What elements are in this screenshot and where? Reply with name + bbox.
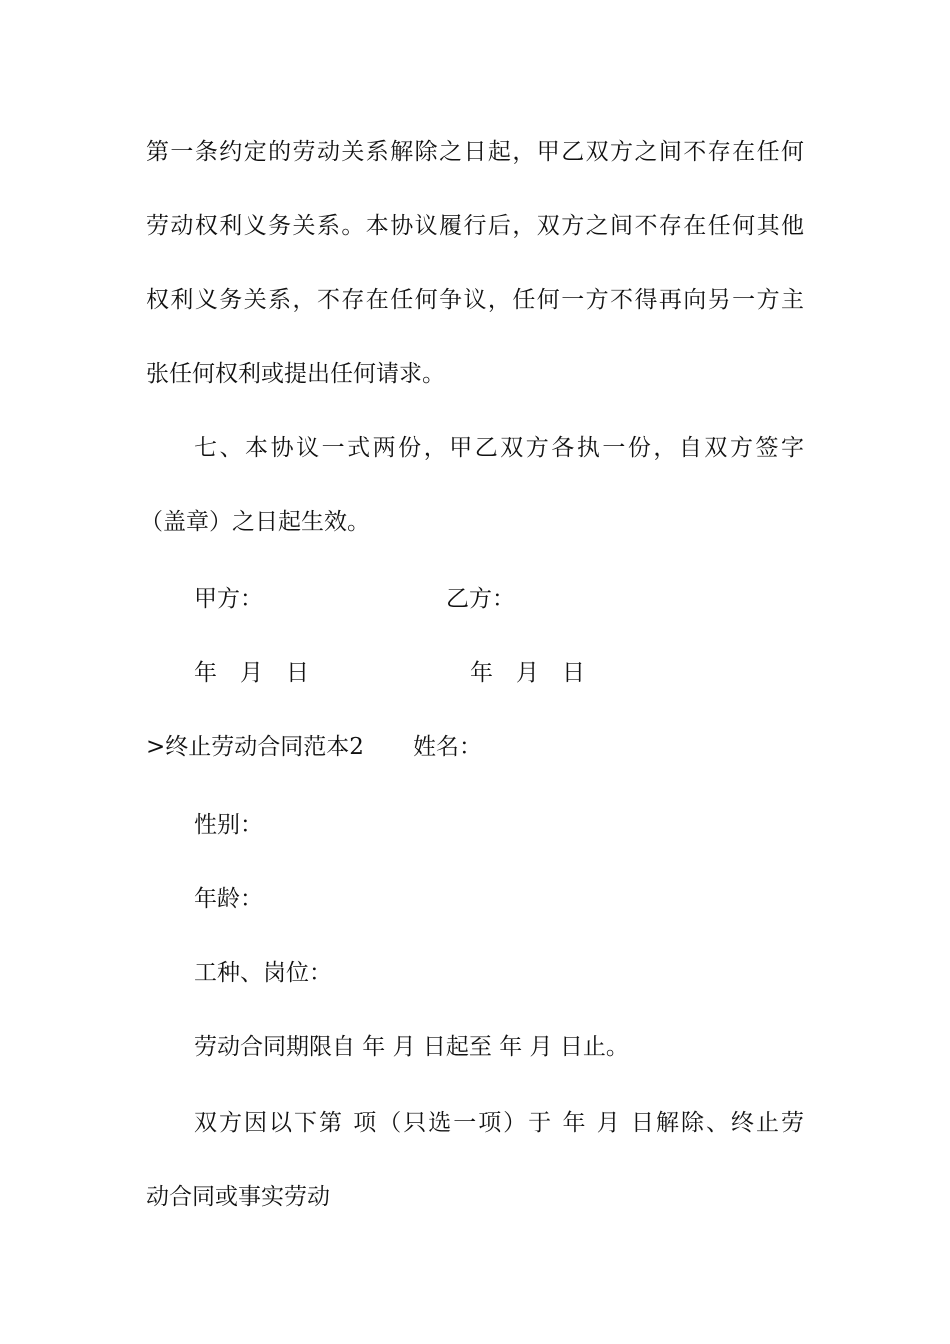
- party-b-label: 乙方：: [446, 586, 515, 612]
- age-field-label: 年龄：: [194, 886, 263, 912]
- paragraph-line: 权利义务关系，不存在任何争议，任何一方不得再向另一方主: [146, 287, 804, 313]
- sample-2-heading: >终止劳动合同范本2: [146, 734, 364, 760]
- job-field-label: 工种、岗位：: [194, 960, 332, 986]
- termination-reason-line: 动合同或事实劳动: [146, 1184, 330, 1210]
- gender-field-label: 性别：: [194, 812, 263, 838]
- date-b: 年 月 日: [470, 660, 585, 686]
- signature-row: [194, 584, 263, 614]
- paragraph-line: 张任何权利或提出任何请求。: [146, 361, 445, 387]
- paragraph-line: 第一条约定的劳动关系解除之日起，甲乙双方之间不存在任何: [146, 139, 804, 165]
- clause-seven-line: （盖章）之日起生效。: [140, 509, 370, 535]
- termination-reason-line: 双方因以下第 项（只选一项）于 年 月 日解除、终止劳: [194, 1110, 804, 1136]
- contract-term-line: 劳动合同期限自 年 月 日起至 年 月 日止。: [194, 1034, 629, 1060]
- party-a-label: 甲方：: [194, 586, 263, 612]
- name-field-label: 姓名：: [413, 734, 482, 760]
- clause-seven-line: 七、本协议一式两份，甲乙双方各执一份，自双方签字: [194, 435, 804, 461]
- paragraph-line: 劳动权利义务关系。本协议履行后，双方之间不存在任何其他: [146, 213, 804, 239]
- date-a: 年 月 日: [194, 660, 309, 686]
